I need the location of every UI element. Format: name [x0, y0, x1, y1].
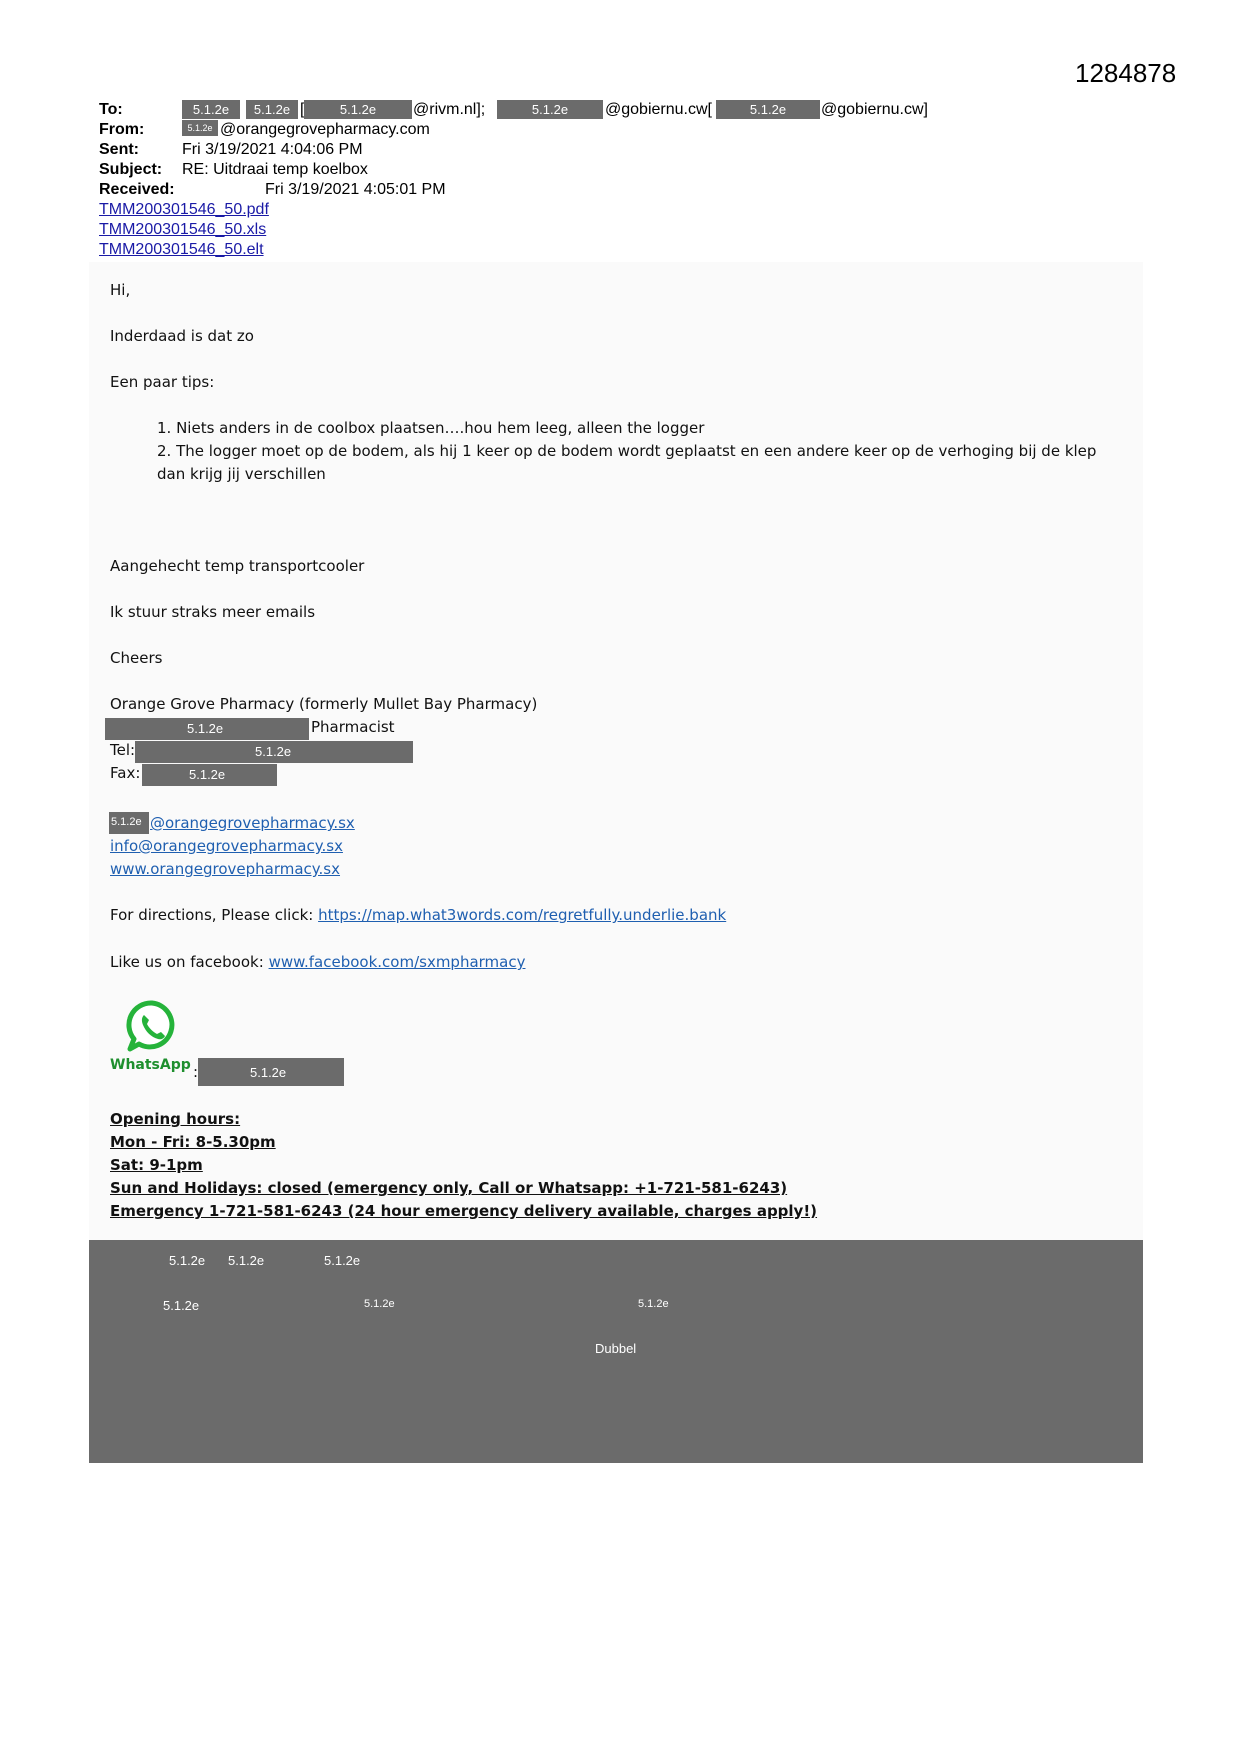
- hours-emergency: Emergency 1-721-581-6243 (24 hour emergency delivery available, charges apply!): [110, 1202, 818, 1220]
- tips-intro: Een paar tips:: [110, 373, 215, 391]
- sent-date: Fri 3/19/2021 4:04:06 PM: [182, 141, 363, 158]
- website-link[interactable]: www.orangegrovepharmacy.sx: [110, 860, 341, 878]
- attachment-note: Aangehecht temp transportcooler: [110, 557, 365, 575]
- attachment-pdf-link[interactable]: TMM200301546_50.pdf: [99, 201, 269, 218]
- redaction-label: 5.1.2e: [638, 1298, 669, 1310]
- sent-label: Sent:: [99, 141, 139, 158]
- redaction-box: [135, 741, 413, 763]
- redaction-label: 5.1.2e: [169, 1253, 206, 1268]
- facebook-label: Like us on facebook:: [110, 953, 269, 971]
- attachment-elt-link[interactable]: TMM200301546_50.elt: [99, 241, 264, 258]
- redaction-box: 5.1.2e: [497, 100, 603, 119]
- attachment-xls-link[interactable]: TMM200301546_50.xls: [99, 221, 267, 238]
- fax-label: Fax:: [110, 764, 141, 782]
- info-email-link[interactable]: info@orangegrovepharmacy.sx: [110, 837, 343, 855]
- redaction-box: [109, 812, 149, 834]
- redaction-label: 5.1.2e: [111, 816, 142, 828]
- redaction-label: 5.1.2e: [250, 1065, 287, 1080]
- greeting: Hi,: [110, 281, 131, 299]
- company-name: Orange Grove Pharmacy (formerly Mullet Bay Pharmacy): [110, 695, 538, 713]
- from-label: From:: [99, 121, 145, 138]
- hours-sunday: Sun and Holidays: closed (emergency only, Call or Whatsapp: +1-721-581-6243): [110, 1179, 788, 1197]
- redaction-box: 5.1.2e: [182, 100, 240, 119]
- redaction-box: [105, 718, 309, 740]
- subject-label: Subject:: [99, 161, 163, 178]
- tel-label: Tel:: [110, 741, 136, 759]
- tip-item-continued: dan krijg jij verschillen: [157, 465, 326, 483]
- hours-weekday: Mon - Fri: 8-5.30pm: [110, 1133, 276, 1151]
- header-to-row: [99, 100, 928, 120]
- redaction-box: [142, 764, 277, 786]
- to-gobiernu-domain: @gobiernu.cw]: [821, 101, 928, 118]
- header-received-row: [99, 180, 446, 200]
- closing: Cheers: [110, 649, 163, 667]
- redaction-box: 5.1.2e: [246, 100, 298, 119]
- directions-link[interactable]: https://map.what3words.com/regretfully.underlie.bank: [318, 906, 727, 924]
- document-number: 1284878: [1075, 58, 1177, 88]
- facebook-link[interactable]: www.facebook.com/sxmpharmacy: [268, 953, 526, 971]
- redaction-label: 5.1.2e: [163, 1298, 200, 1313]
- directions-line: [110, 906, 726, 924]
- tip-item: 2. The logger moet op de bodem, als hij 1 keer op de bodem wordt geplaatst en een andere keer op de verhoging bij de klep: [157, 442, 1097, 460]
- redaction-box: [198, 1058, 344, 1086]
- to-gobiernu-domain: @gobiernu.cw[: [605, 101, 712, 118]
- footer-note: Dubbel: [595, 1341, 637, 1356]
- hours-title: Opening hours:: [110, 1110, 241, 1128]
- whatsapp-label: WhatsApp: [110, 1057, 191, 1073]
- redaction-label: 5.1.2e: [187, 721, 224, 736]
- from-domain: @orangegrovepharmacy.com: [220, 121, 430, 138]
- redaction-label: 5.1.2e: [228, 1253, 265, 1268]
- received-label: Received:: [99, 181, 175, 198]
- header-subject-row: [99, 160, 368, 180]
- facebook-line: [110, 953, 525, 971]
- to-label: To:: [99, 101, 123, 118]
- redaction-label: 5.1.2e: [255, 744, 292, 759]
- redaction-box: 5.1.2e: [716, 100, 820, 119]
- header-sent-row: [99, 140, 363, 160]
- redaction-label: 5.1.2e: [189, 767, 226, 782]
- received-date: Fri 3/19/2021 4:05:01 PM: [265, 181, 446, 198]
- redaction-label: 5.1.2e: [364, 1298, 395, 1310]
- subject-text: RE: Uitdraai temp koelbox: [182, 161, 368, 178]
- redaction-box: 5.1.2e: [182, 120, 218, 136]
- bracket: [: [300, 101, 305, 118]
- whatsapp-colon: :: [193, 1063, 199, 1081]
- redaction-label: 5.1.2e: [324, 1253, 361, 1268]
- header-from-row: [99, 120, 430, 140]
- directions-label: For directions, Please click:: [110, 906, 319, 924]
- body-line: Inderdaad is dat zo: [110, 327, 254, 345]
- redacted-footer-block: [89, 1240, 1143, 1463]
- tip-item: 1. Niets anders in de coolbox plaatsen….hou hem leeg, alleen the logger: [157, 419, 705, 437]
- role-title: Pharmacist: [311, 718, 395, 736]
- hours-saturday: Sat: 9-1pm: [110, 1156, 203, 1174]
- body-line: Ik stuur straks meer emails: [110, 603, 316, 621]
- redaction-box: 5.1.2e: [304, 100, 412, 119]
- to-rivm-domain: @rivm.nl];: [413, 101, 486, 118]
- whatsapp-icon[interactable]: [123, 998, 181, 1056]
- email-link[interactable]: @orangegrovepharmacy.sx: [150, 814, 355, 832]
